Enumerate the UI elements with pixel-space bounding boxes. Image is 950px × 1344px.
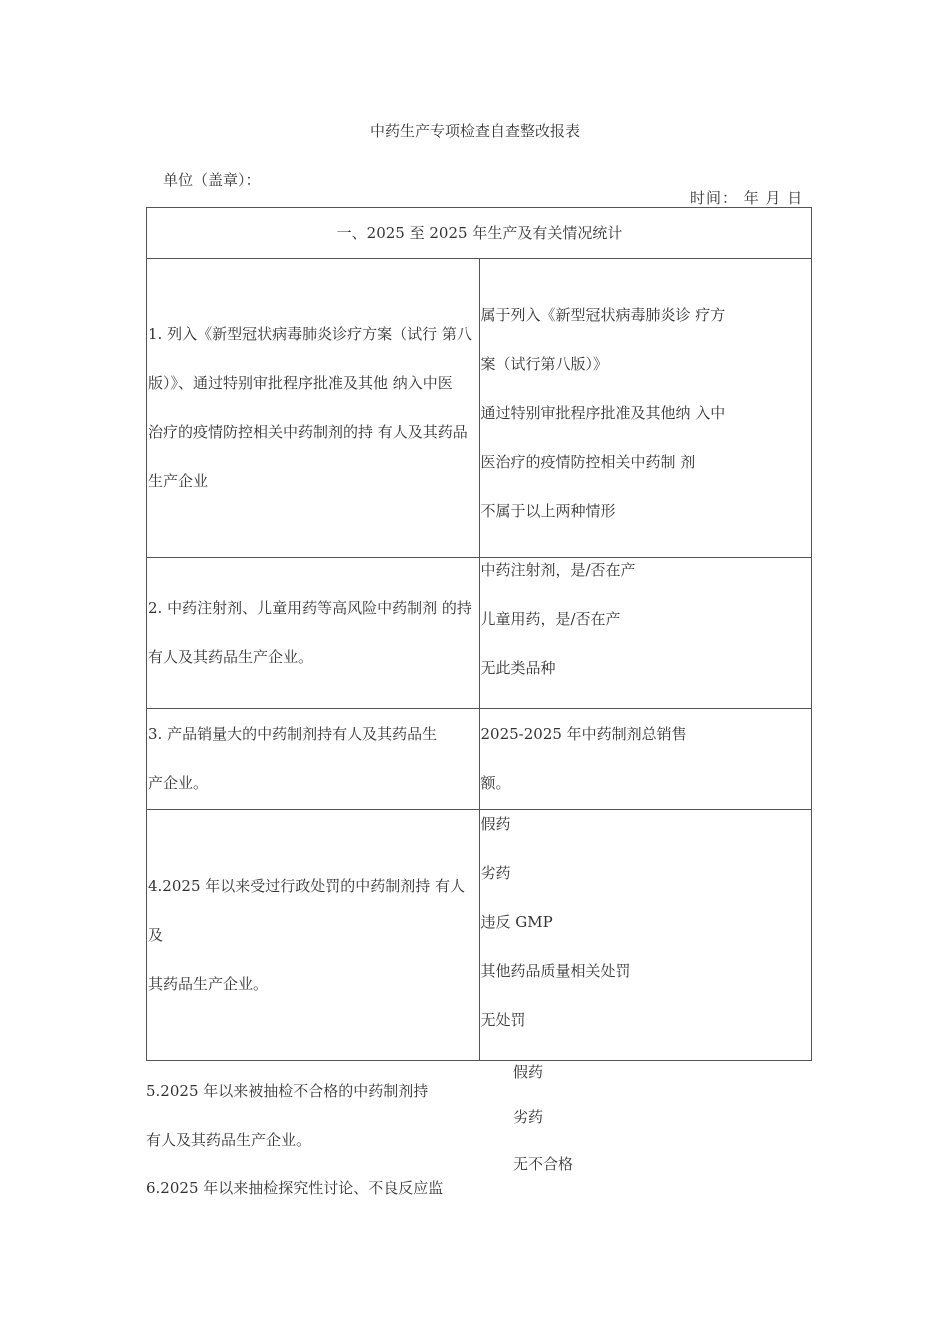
row-4-options: [479, 810, 812, 1061]
table-row: [147, 259, 812, 558]
document-title: 中药生产专项检查自查整改报表: [369, 122, 580, 140]
row-4-option: 劣药: [480, 864, 511, 882]
section-header-row: [147, 208, 812, 259]
row-1-criteria: [147, 259, 480, 558]
row-4-option: 违反 GMP: [480, 913, 553, 931]
row-4-criteria-text: 4.2025 年以来受过行政处罚的中药制剂持 有人及 其药品生产企业。: [148, 876, 466, 993]
row-4-option: 无处罚: [480, 1011, 526, 1029]
date-label: 时间： 年 月 日: [690, 189, 804, 207]
row-2-criteria: [147, 558, 480, 709]
item-5-line-2: 有人及其药品生产企业。: [146, 1131, 312, 1149]
row-3-option: 2025-2025 年中药制剂总销售: [480, 725, 687, 743]
item-5-line-1: 5.2025 年以来被抽检不合格的中药制剂持: [146, 1082, 429, 1100]
item-5-option: 假药: [513, 1063, 544, 1081]
row-3-criteria: [147, 709, 480, 810]
row-2-criteria-text: 2. 中药注射剂、儿童用药等高风险中药制剂 的持 有人及其药品生产企业。: [148, 599, 472, 666]
item-5-option: 劣药: [513, 1108, 544, 1126]
row-4-option: 假药: [480, 815, 511, 833]
row-2-options: [479, 558, 812, 709]
row-4-option: 其他药品质量相关处罚: [480, 962, 631, 980]
row-2-option: 儿童用药，是/否在产: [480, 610, 621, 628]
section-header: 一、2025 至 2025 年生产及有关情况统计: [147, 208, 812, 259]
unit-stamp-label: 单位（盖章）：: [163, 171, 261, 189]
row-2-option: 中药注射剂，是/否在产: [480, 561, 636, 579]
item-6-line-1: 6.2025 年以来抽检探究性讨论、不良反应监: [146, 1179, 444, 1197]
row-1-option: 医治疗的疫情防控相关中药制 剂: [480, 452, 696, 471]
row-1-criteria-text: 1. 列入《新型冠状病毒肺炎诊疗方案（试行 第八 版）》、通过特别审批程序批准及其他 纳入中医 治疗的疫情防控相关中药制剂的持 有人及其药品 生产企业: [148, 325, 472, 490]
row-1-option: 不属于以上两种情形: [480, 501, 616, 520]
row-1-option: 通过特别审批程序批准及其他纳 入中: [480, 403, 726, 422]
row-2-option: 无此类品种: [480, 659, 556, 677]
self-inspection-table: [146, 207, 812, 1061]
row-1-options: [479, 259, 812, 558]
row-3-criteria-text: 3. 产品销量大的中药制剂持有人及其药品生 产企业。: [148, 725, 438, 792]
table-row: [147, 810, 812, 1061]
row-1-option: 案（试行第八版）》: [480, 354, 609, 373]
row-4-criteria: [147, 810, 480, 1061]
row-3-option: 额。: [480, 774, 511, 792]
row-1-option: 属于列入《新型冠状病毒肺炎诊 疗方: [480, 305, 726, 324]
row-3-options: [479, 709, 812, 810]
item-5-option: 无不合格: [513, 1155, 574, 1173]
table-row: [147, 709, 812, 810]
table-row: [147, 558, 812, 709]
